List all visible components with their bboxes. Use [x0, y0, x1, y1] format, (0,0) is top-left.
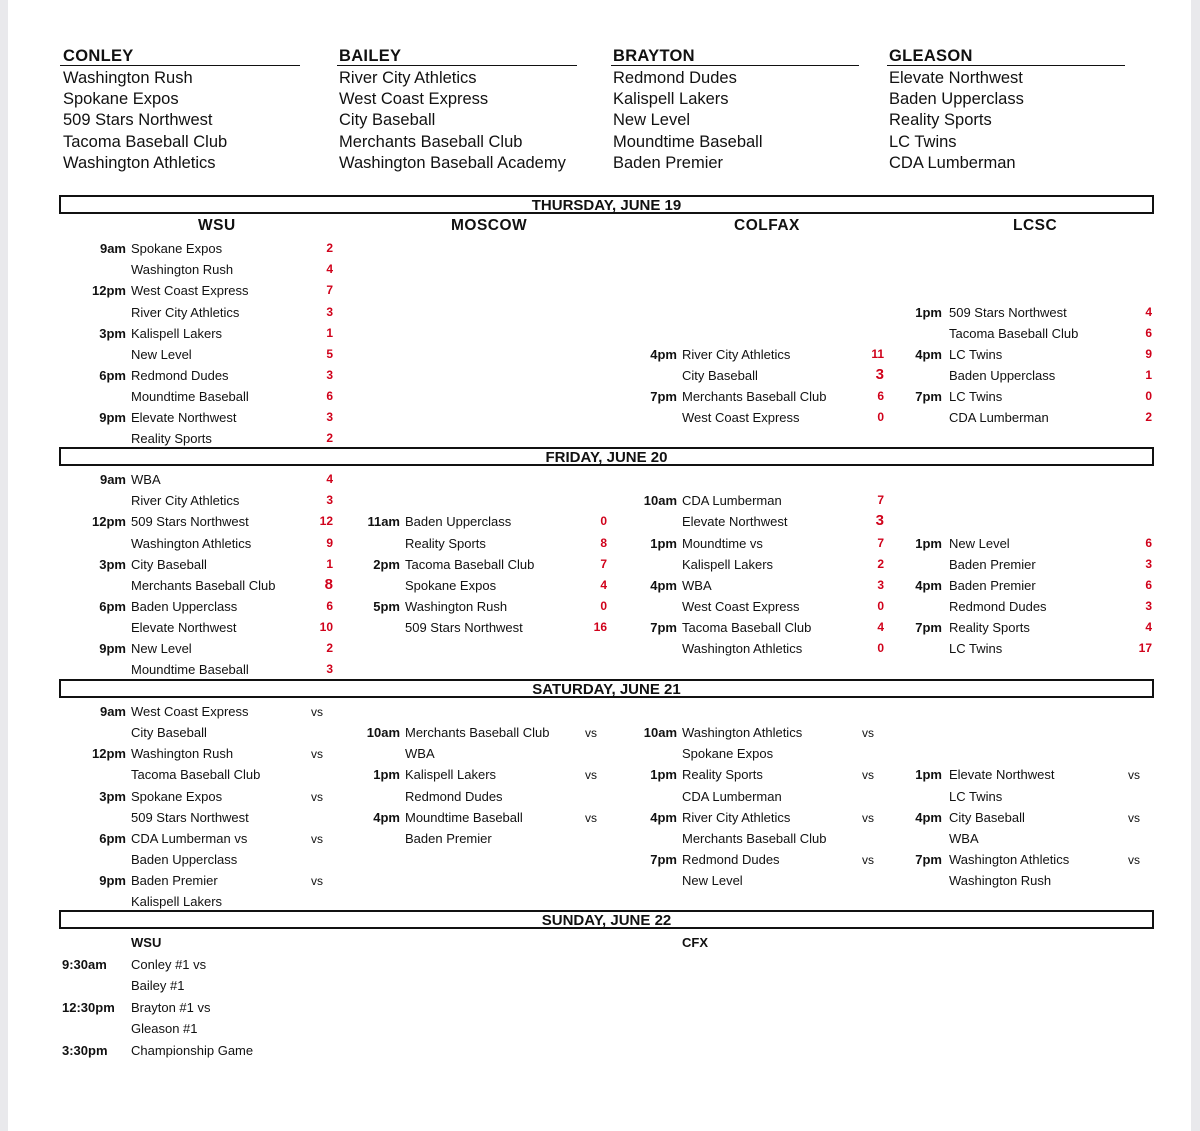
team-name: Baden Upperclass — [131, 599, 238, 614]
group-underline — [887, 65, 1125, 66]
schedule-sheet — [8, 0, 1191, 1131]
team-name: Baden Upperclass — [405, 514, 512, 529]
game-time: 9:30am — [62, 957, 107, 972]
team-name: Moundtime Baseball — [131, 662, 249, 677]
team-name: Redmond Dudes — [949, 599, 1047, 614]
score: 2 — [326, 241, 333, 255]
game-time: 10am — [366, 725, 400, 740]
score: 5 — [326, 347, 333, 361]
team-name: Merchants Baseball Club — [405, 725, 550, 740]
score: 0 — [1145, 389, 1152, 403]
vs-label: vs — [862, 726, 874, 740]
vs-label: vs — [862, 853, 874, 867]
team-name: LC Twins — [949, 789, 1003, 804]
score: 3 — [326, 410, 333, 424]
group-team: 509 Stars Northwest — [63, 111, 213, 129]
team-name: City Baseball — [682, 368, 758, 383]
game-time: 1pm — [915, 305, 942, 320]
group-team: New Level — [613, 111, 691, 129]
team-name: Merchants Baseball Club — [131, 578, 276, 593]
team-name: River City Athletics — [131, 493, 240, 508]
game-time: 9am — [99, 241, 126, 256]
team-name: River City Athletics — [682, 810, 791, 825]
game-time: 4pm — [650, 810, 677, 825]
game-time: 6pm — [99, 831, 126, 846]
group-team: Washington Baseball Academy — [339, 154, 566, 172]
vs-label: vs — [1128, 811, 1140, 825]
team-name: WBA — [131, 472, 161, 487]
group-team: LC Twins — [889, 133, 957, 151]
game-time: 12pm — [92, 514, 126, 529]
game-time: 10am — [643, 725, 677, 740]
score: 3 — [875, 366, 884, 383]
game-time: 4pm — [373, 810, 400, 825]
score: 16 — [593, 620, 607, 634]
score: 6 — [1145, 326, 1152, 340]
group-team: Kalispell Lakers — [613, 90, 729, 108]
game-time: 12pm — [92, 746, 126, 761]
team-name: New Level — [131, 641, 192, 656]
team-name: River City Athletics — [682, 347, 791, 362]
team-name: Kalispell Lakers — [131, 894, 223, 909]
score: 17 — [1138, 641, 1152, 655]
team-name: Tacoma Baseball Club — [131, 767, 261, 782]
game-time: 1pm — [373, 767, 400, 782]
game-time: 10am — [643, 493, 677, 508]
team-name: Elevate Northwest — [682, 514, 788, 529]
game-time: 3pm — [99, 326, 126, 341]
score: 1 — [326, 557, 333, 571]
team-name: Baden Upperclass — [131, 852, 238, 867]
vs-label: vs — [585, 811, 597, 825]
score: 10 — [319, 620, 333, 634]
score: 4 — [1145, 620, 1152, 634]
game-time: 12:30pm — [62, 1000, 115, 1015]
game-time: 9pm — [99, 641, 126, 656]
score: 0 — [600, 514, 607, 528]
group-team: Redmond Dudes — [613, 69, 737, 87]
day-label: SUNDAY, JUNE 22 — [541, 912, 672, 929]
vs-label: vs — [862, 768, 874, 782]
vs-label: vs — [311, 832, 323, 846]
venue-header-wsu-sunday: WSU — [131, 935, 162, 950]
team-name: Washington Rush — [405, 599, 508, 614]
team-name: Washington Athletics — [131, 536, 252, 551]
day-label: SATURDAY, JUNE 21 — [532, 681, 681, 698]
score: 4 — [1145, 305, 1152, 319]
team-name: Washington Athletics — [682, 725, 803, 740]
score: 0 — [877, 641, 884, 655]
vs-label: vs — [585, 726, 597, 740]
score: 0 — [877, 410, 884, 424]
team-name: Spokane Expos — [405, 578, 497, 593]
team-name: Reality Sports — [949, 620, 1030, 635]
team-name: Moundtime Baseball — [405, 810, 523, 825]
score: 6 — [326, 389, 333, 403]
team-name: Washington Rush — [131, 746, 234, 761]
score: 2 — [877, 557, 884, 571]
team-name: Spokane Expos — [682, 746, 774, 761]
day-band-sunday — [59, 910, 1154, 929]
team-name: Conley #1 vs — [131, 957, 207, 972]
game-time: 6pm — [99, 368, 126, 383]
team-name: New Level — [949, 536, 1010, 551]
game-time: 12pm — [92, 283, 126, 298]
championship-game-label: Championship Game — [131, 1043, 254, 1058]
team-name: New Level — [131, 347, 192, 362]
team-name: Tacoma Baseball Club — [949, 326, 1079, 341]
team-name: Merchants Baseball Club — [682, 389, 827, 404]
team-name: Gleason #1 — [131, 1021, 198, 1036]
game-time: 7pm — [650, 620, 677, 635]
group-title-brayton: BRAYTON — [613, 47, 695, 65]
venue-header-lcsc: LCSC — [1013, 217, 1058, 234]
score: 6 — [1145, 578, 1152, 592]
group-team: Baden Upperclass — [889, 90, 1024, 108]
score: 3 — [1145, 599, 1152, 613]
team-name: 509 Stars Northwest — [131, 514, 249, 529]
team-name: LC Twins — [949, 641, 1003, 656]
venue-header-moscow: MOSCOW — [451, 217, 528, 234]
team-name: Kalispell Lakers — [682, 557, 774, 572]
team-name: CDA Lumberman — [682, 789, 782, 804]
group-team: City Baseball — [339, 111, 436, 129]
team-name: 509 Stars Northwest — [131, 810, 249, 825]
game-time: 1pm — [650, 767, 677, 782]
day-band-thursday — [59, 195, 1154, 214]
team-name: LC Twins — [949, 347, 1003, 362]
group-title-bailey: BAILEY — [339, 47, 402, 65]
game-time: 9am — [99, 472, 126, 487]
team-name: Washington Athletics — [949, 852, 1070, 867]
score: 3 — [326, 662, 333, 676]
score: 12 — [319, 514, 333, 528]
score: 6 — [326, 599, 333, 613]
team-name: Baden Upperclass — [949, 368, 1056, 383]
group-team: Washington Rush — [63, 69, 193, 87]
game-time: 9pm — [99, 873, 126, 888]
vs-label: vs — [311, 747, 323, 761]
game-time: 6pm — [99, 599, 126, 614]
group-team: Baden Premier — [613, 154, 724, 172]
team-name: Washington Athletics — [682, 641, 803, 656]
game-time: 1pm — [915, 536, 942, 551]
team-name: Reality Sports — [405, 536, 486, 551]
game-time: 3:30pm — [62, 1043, 108, 1058]
team-name: CDA Lumberman vs — [131, 831, 248, 846]
team-name: Baden Premier — [131, 873, 218, 888]
team-name: 509 Stars Northwest — [949, 305, 1067, 320]
group-team: River City Athletics — [339, 69, 477, 87]
score: 1 — [326, 326, 333, 340]
team-name: New Level — [682, 873, 743, 888]
team-name: City Baseball — [949, 810, 1025, 825]
score: 2 — [326, 431, 333, 445]
group-underline — [60, 65, 300, 66]
group-team: Merchants Baseball Club — [339, 133, 523, 151]
score: 7 — [326, 283, 333, 297]
score: 0 — [877, 599, 884, 613]
team-name: Redmond Dudes — [131, 368, 229, 383]
score: 3 — [326, 305, 333, 319]
venue-header-cfx-sunday: CFX — [682, 935, 708, 950]
vs-label: vs — [311, 705, 323, 719]
score: 3 — [875, 512, 884, 529]
group-title-gleason: GLEASON — [889, 47, 973, 65]
score: 4 — [326, 262, 333, 276]
score: 7 — [877, 536, 884, 550]
venue-header-wsu: WSU — [198, 217, 236, 234]
game-time: 7pm — [650, 852, 677, 867]
game-time: 3pm — [99, 789, 126, 804]
score: 9 — [1145, 347, 1152, 361]
game-time: 7pm — [915, 852, 942, 867]
team-name: Baden Premier — [949, 578, 1036, 593]
vs-label: vs — [1128, 768, 1140, 782]
score: 8 — [324, 576, 333, 593]
team-name: Baden Premier — [949, 557, 1036, 572]
team-name: Elevate Northwest — [131, 620, 237, 635]
score: 6 — [877, 389, 884, 403]
game-time: 4pm — [915, 810, 942, 825]
group-team: Washington Athletics — [63, 154, 216, 172]
game-time: 2pm — [373, 557, 400, 572]
game-time: 11am — [367, 514, 400, 529]
score: 4 — [600, 578, 607, 592]
score: 3 — [326, 368, 333, 382]
game-time: 5pm — [373, 599, 400, 614]
day-label: THURSDAY, JUNE 19 — [531, 197, 682, 214]
vs-label: vs — [585, 768, 597, 782]
team-name: Moundtime vs — [682, 536, 763, 551]
team-name: Baden Premier — [405, 831, 492, 846]
group-team: Reality Sports — [889, 111, 992, 129]
team-name: Elevate Northwest — [949, 767, 1055, 782]
game-time: 4pm — [915, 578, 942, 593]
score: 7 — [600, 557, 607, 571]
game-time: 4pm — [915, 347, 942, 362]
team-name: Tacoma Baseball Club — [682, 620, 812, 635]
team-name: Reality Sports — [682, 767, 763, 782]
team-name: 509 Stars Northwest — [405, 620, 523, 635]
group-team: CDA Lumberman — [889, 154, 1016, 172]
team-name: City Baseball — [131, 557, 207, 572]
team-name: City Baseball — [131, 725, 207, 740]
group-team: Moundtime Baseball — [613, 133, 763, 151]
team-name: CDA Lumberman — [949, 410, 1049, 425]
group-team: Elevate Northwest — [889, 69, 1023, 87]
score: 4 — [877, 620, 884, 634]
score: 9 — [326, 536, 333, 550]
team-name: River City Athletics — [131, 305, 240, 320]
team-name: Washington Rush — [131, 262, 234, 277]
game-time: 7pm — [915, 389, 942, 404]
group-team: West Coast Express — [339, 90, 489, 108]
team-name: Bailey #1 — [131, 978, 185, 993]
team-name: Redmond Dudes — [405, 789, 503, 804]
team-name: West Coast Express — [682, 599, 800, 614]
team-name: West Coast Express — [682, 410, 800, 425]
score: 3 — [326, 493, 333, 507]
day-band-saturday — [59, 679, 1154, 698]
team-name: Kalispell Lakers — [405, 767, 497, 782]
score: 3 — [1145, 557, 1152, 571]
team-name: Washington Rush — [949, 873, 1052, 888]
game-time: 3pm — [99, 557, 126, 572]
vs-label: vs — [311, 874, 323, 888]
team-name: WBA — [949, 831, 979, 846]
score: 11 — [871, 347, 884, 361]
team-name: Spokane Expos — [131, 789, 223, 804]
team-name: Brayton #1 vs — [131, 1000, 211, 1015]
vs-label: vs — [311, 790, 323, 804]
team-name: Kalispell Lakers — [131, 326, 223, 341]
score: 6 — [1145, 536, 1152, 550]
group-underline — [611, 65, 859, 66]
team-name: Spokane Expos — [131, 241, 223, 256]
venue-header-colfax: COLFAX — [734, 217, 800, 234]
team-name: Elevate Northwest — [131, 410, 237, 425]
team-name: WBA — [405, 746, 435, 761]
score: 1 — [1145, 368, 1152, 382]
group-underline — [337, 65, 577, 66]
vs-label: vs — [862, 811, 874, 825]
score: 8 — [600, 536, 607, 550]
team-name: LC Twins — [949, 389, 1003, 404]
game-time: 7pm — [915, 620, 942, 635]
game-time: 1pm — [915, 767, 942, 782]
game-time: 1pm — [650, 536, 677, 551]
score: 0 — [600, 599, 607, 613]
group-team: Spokane Expos — [63, 90, 179, 108]
team-name: Moundtime Baseball — [131, 389, 249, 404]
day-label: FRIDAY, JUNE 20 — [545, 449, 668, 466]
team-name: West Coast Express — [131, 283, 249, 298]
team-name: Reality Sports — [131, 431, 212, 446]
team-name: Merchants Baseball Club — [682, 831, 827, 846]
game-time: 4pm — [650, 578, 677, 593]
team-name: Tacoma Baseball Club — [405, 557, 535, 572]
day-band-friday — [59, 447, 1154, 466]
score: 7 — [877, 493, 884, 507]
team-name: West Coast Express — [131, 704, 249, 719]
team-name: WBA — [682, 578, 712, 593]
score: 2 — [326, 641, 333, 655]
game-time: 7pm — [650, 389, 677, 404]
group-team: Tacoma Baseball Club — [63, 133, 228, 151]
score: 4 — [326, 472, 333, 486]
score: 2 — [1145, 410, 1152, 424]
game-time: 9pm — [99, 410, 126, 425]
game-time: 4pm — [650, 347, 677, 362]
score: 3 — [877, 578, 884, 592]
team-name: Redmond Dudes — [682, 852, 780, 867]
group-title-conley: CONLEY — [63, 47, 134, 65]
team-name: CDA Lumberman — [682, 493, 782, 508]
game-time: 9am — [99, 704, 126, 719]
vs-label: vs — [1128, 853, 1140, 867]
